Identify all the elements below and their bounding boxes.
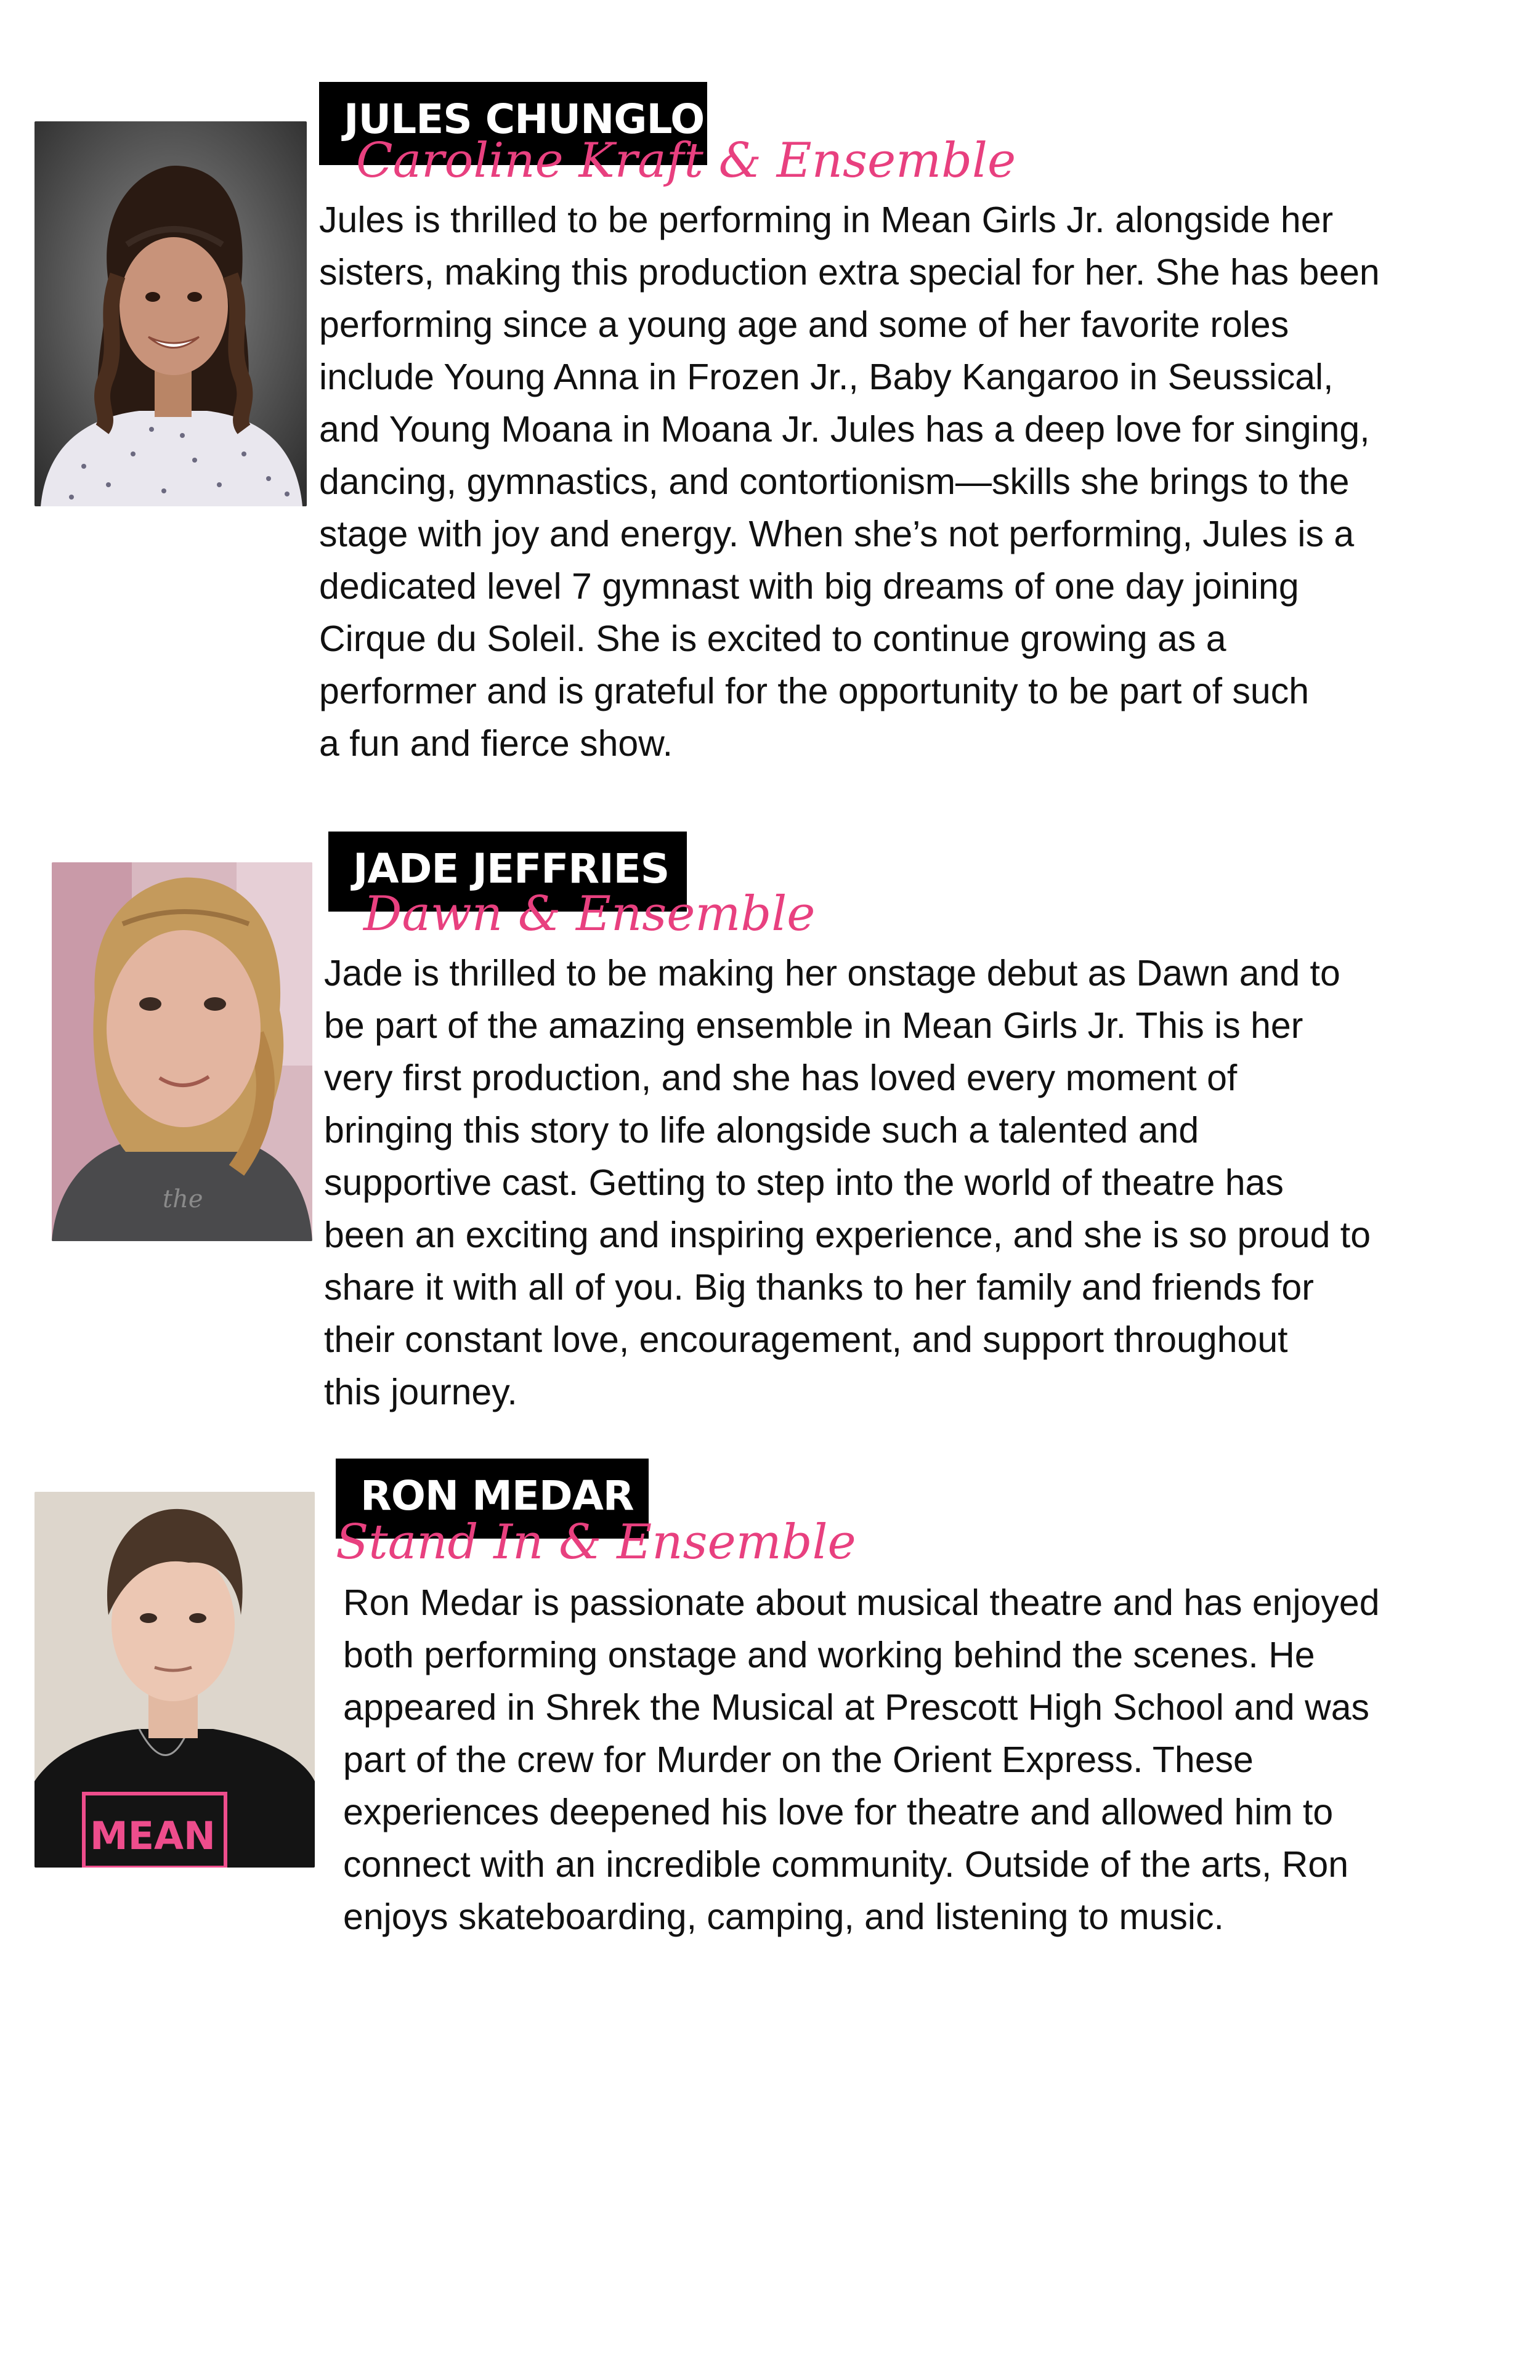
bio-text: Ron Medar is passionate about musical theatre and has enjoyed both performing onstage and working behind the scenes. He appeared in Shrek the Musical at Prescott High School and was part of the crew for Murder on the Orient Express. These experiences deepened his love for theatre and allowed him to connect with an incredible community. Outside of the arts, Ron enjoys skateboarding, camping, and listening to music. <box>343 1582 1380 1937</box>
bio-text: Jade is thrilled to be making her onstage debut as Dawn and to be part of the amazing ensemble in Mean Girls Jr. This is her very first production, and she has loved every moment of bringing this story to life alongside such a talented and supportive cast. Getting to step into the world of theatre has been an exciting and inspiring experience, and she is so proud to share it with all of you. Big thanks to her family and friends for their constant love, encouragement, and support throughout this journey. <box>324 953 1371 1412</box>
svg-text:the: the <box>163 1185 203 1213</box>
role-title: Stand In & Ensemble <box>336 1515 856 1570</box>
performer-name: JULES CHUNGLO <box>344 95 705 143</box>
bio-text: Jules is thrilled to be performing in Mean Girls Jr. alongside her sisters, making this production extra special for her. She has been performing since a young age and some of her favorite roles include Young Anna in Frozen Jr., Baby Kangaroo in Seussical, and Young Moana in Moana Jr. Jules has a deep love for singing, dancing, gymnastics, and contortionism—skills she brings to the stage with joy and energy. When she’s not performing, Jules is a dedicated level 7 gymnast with big dreams of one day joining Cirque du Soleil. She is excited to continue growing as a performer and is grateful for the opportunity to be part of such a fun and fierce show. <box>319 200 1380 764</box>
performer-name: RON MEDAR <box>360 1472 634 1520</box>
performer-name: JADE JEFFRIES <box>353 845 670 892</box>
role-title: Caroline Kraft & Ensemble <box>356 133 1016 188</box>
role-title: Dawn & Ensemble <box>363 886 816 942</box>
shirt-print: MEAN <box>90 1813 216 1858</box>
headshot-photo <box>34 1492 315 1868</box>
headshot-photo <box>52 862 312 1241</box>
headshot-photo <box>34 121 307 506</box>
